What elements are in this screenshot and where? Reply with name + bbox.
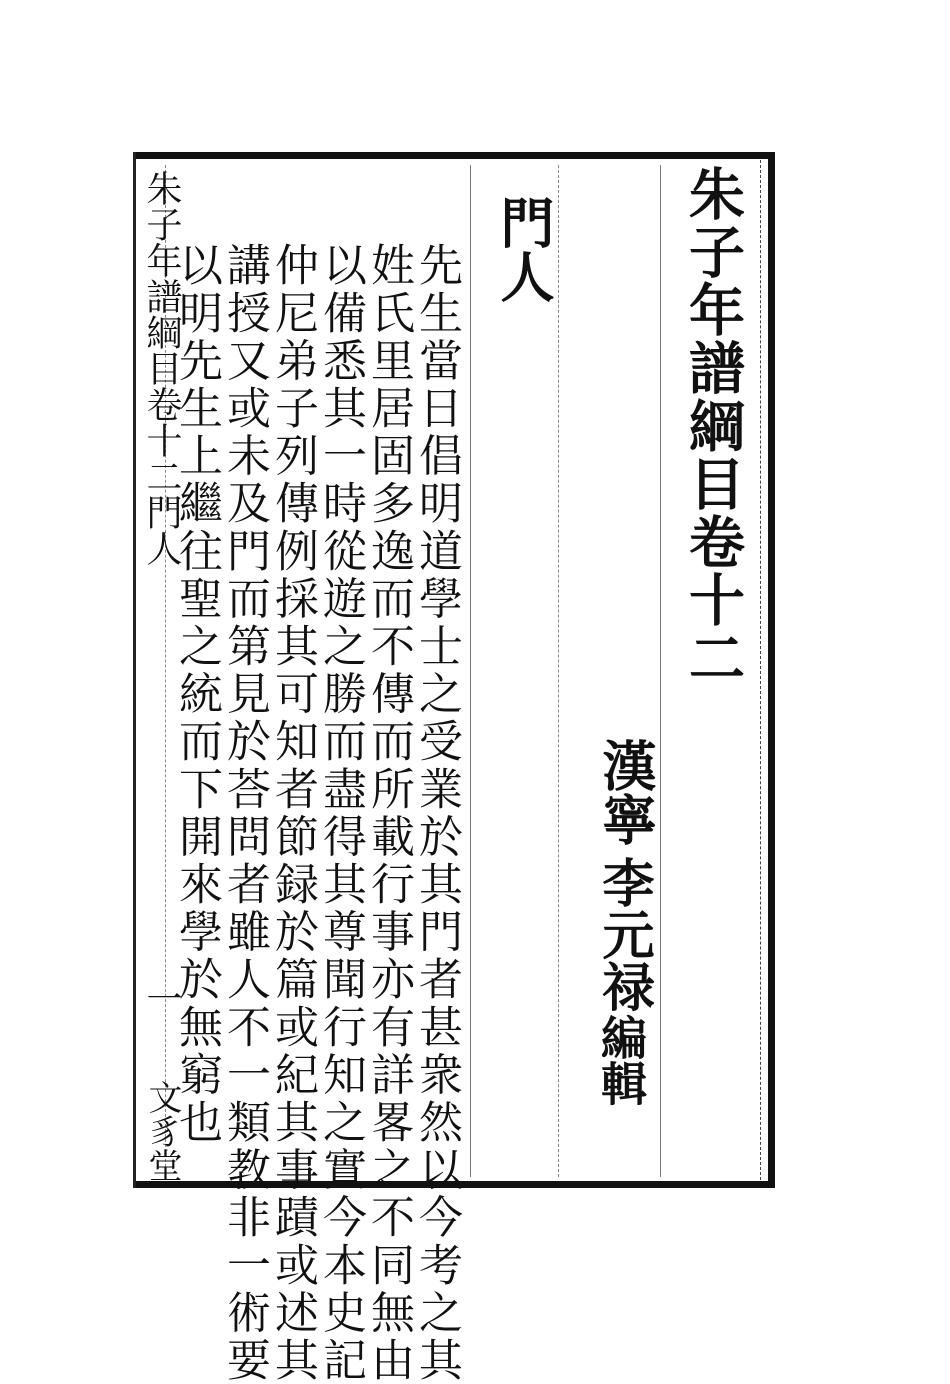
book-title: 朱子年譜綱目卷十二 — [680, 165, 746, 687]
margin-page-number: 一 — [141, 980, 182, 1016]
frame-right-border — [768, 152, 775, 1188]
author-place: 漢寧 — [594, 738, 658, 846]
body-column: 先生當日倡明道學士之受業於其門者甚衆然以今考之其 — [411, 242, 462, 1384]
author-name: 李元禄 — [593, 856, 654, 1012]
body-column: 講授又或未及門而第見於荅問者雖人不一類教非一術要 — [219, 242, 270, 1384]
frame-inner-rule — [760, 160, 762, 1180]
frame-top-border — [133, 152, 775, 159]
margin-running-title: 朱子年譜綱目卷十二門人 — [141, 170, 182, 566]
body-column: 仲尼弟子列傳例採其可知者節録於篇或紀其事蹟或述其 — [267, 242, 318, 1384]
section-heading: 門人 — [492, 195, 556, 303]
margin-edition-mark: 文豸堂 — [142, 1080, 182, 1182]
body-column: 姓氏里居固多逸而不傳而所載行事亦有詳畧之不同無由 — [363, 242, 414, 1384]
author-role: 編輯 — [594, 1014, 648, 1106]
column-rule — [660, 165, 661, 1177]
body-column: 以備悉其一時從遊之勝而盡得其尊聞行知之實今本史記 — [315, 242, 366, 1384]
column-rule — [558, 165, 559, 1177]
body-column: 以明先生上繼往聖之統而下開來學於無窮也 — [171, 242, 222, 1147]
column-rule — [470, 165, 471, 1177]
